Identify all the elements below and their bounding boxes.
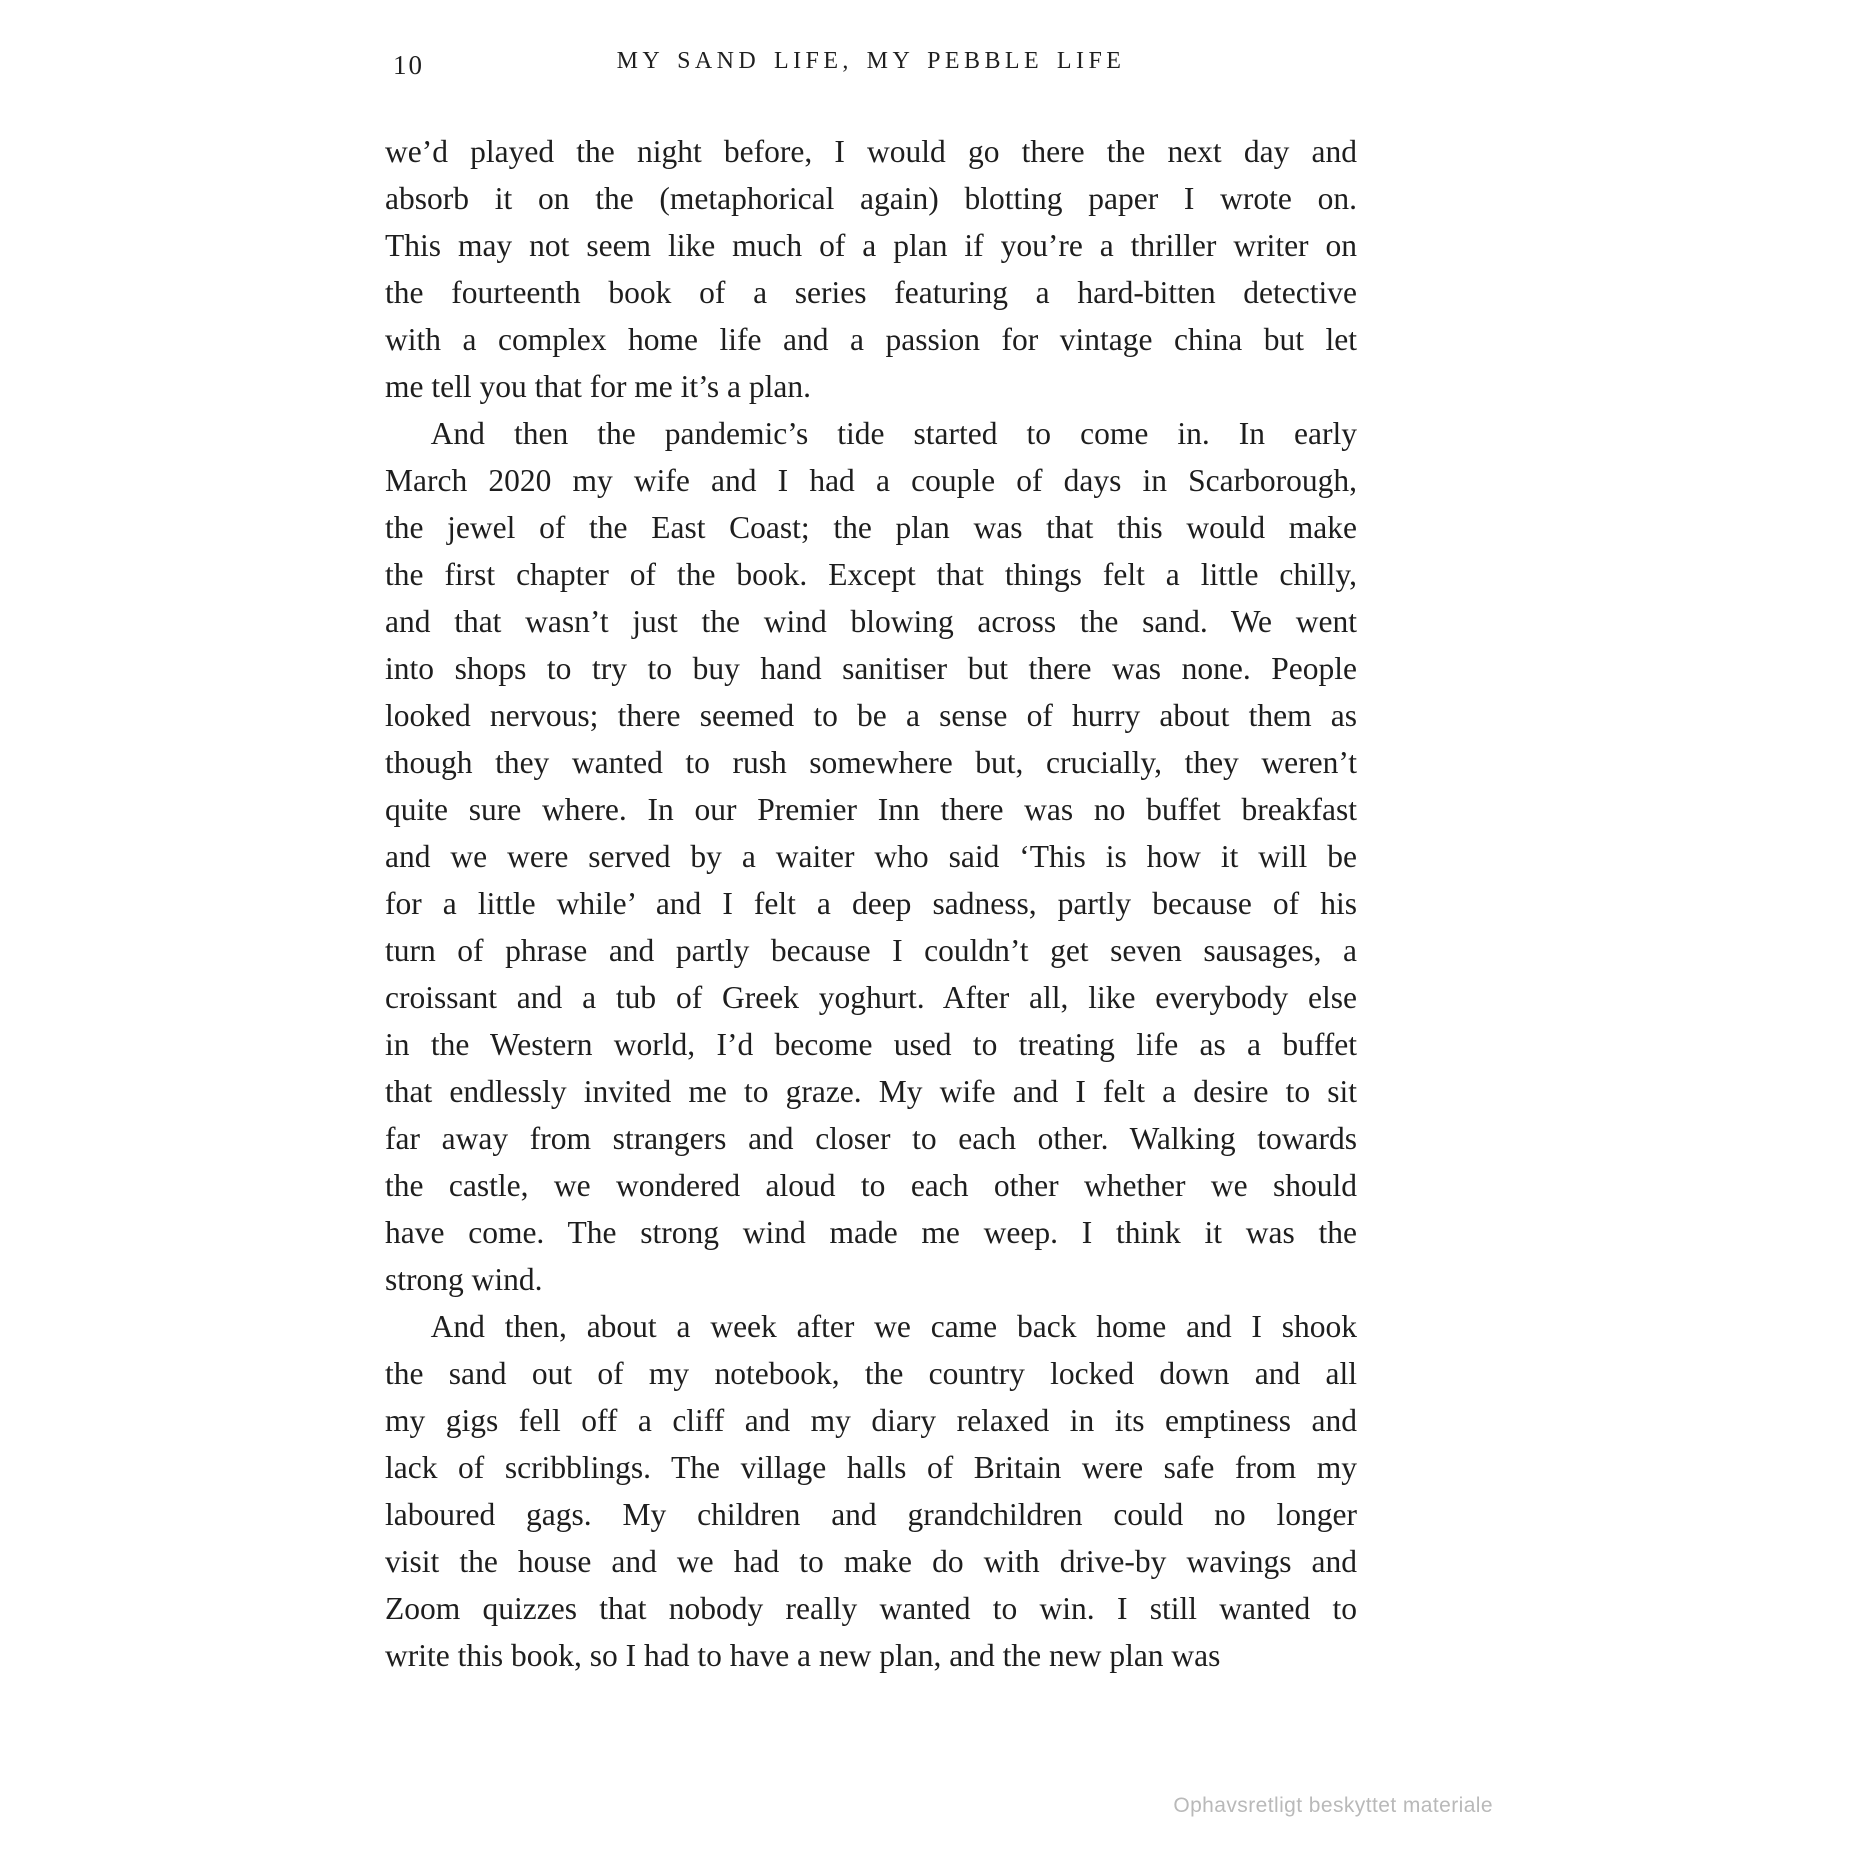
body-text: [385, 128, 1357, 1679]
text-line: And then, about a week after we came back home and I shook: [430, 1309, 1357, 1344]
text-line: write this book, so I had to have a new plan, and the new plan was: [385, 1638, 1221, 1673]
text-line: And then the pandemic’s tide started to come in. In early: [430, 416, 1357, 451]
text-line: with a complex home life and a passion for vintage china but let: [385, 322, 1357, 357]
text-line: we’d played the night before, I would go there the next day and: [385, 134, 1357, 169]
text-line: into shops to try to buy hand sanitiser but there was none. People: [385, 651, 1357, 686]
text-line: strong wind.: [385, 1262, 543, 1297]
text-line: turn of phrase and partly because I couldn’t get seven sausages, a: [385, 933, 1357, 968]
text-line: absorb it on the (metaphorical again) blotting paper I wrote on.: [385, 181, 1357, 216]
text-line: the first chapter of the book. Except that things felt a little chilly,: [385, 557, 1357, 592]
text-line: lack of scribblings. The village halls of Britain were safe from my: [385, 1450, 1357, 1485]
text-line: the sand out of my notebook, the country locked down and all: [385, 1356, 1357, 1391]
text-line: This may not seem like much of a plan if you’re a thriller writer on: [385, 228, 1357, 263]
text-line: that endlessly invited me to graze. My wife and I felt a desire to sit: [385, 1074, 1357, 1109]
text-line: the castle, we wondered aloud to each other whether we should: [385, 1168, 1357, 1203]
text-line: though they wanted to rush somewhere but, crucially, they weren’t: [385, 745, 1357, 780]
text-line: and that wasn’t just the wind blowing across the sand. We went: [385, 604, 1357, 639]
text-line: Zoom quizzes that nobody really wanted to win. I still wanted to: [385, 1591, 1357, 1626]
text-line: have come. The strong wind made me weep. I think it was the: [385, 1215, 1357, 1250]
text-line: visit the house and we had to make do with drive-by wavings and: [385, 1544, 1357, 1579]
text-line: looked nervous; there seemed to be a sense of hurry about them as: [385, 698, 1357, 733]
text-line: me tell you that for me it’s a plan.: [385, 369, 812, 404]
page-number: 10: [393, 50, 424, 80]
text-line: laboured gags. My children and grandchildren could no longer: [385, 1497, 1357, 1532]
text-line: for a little while’ and I felt a deep sadness, partly because of his: [385, 886, 1357, 921]
paragraph: [385, 1303, 1357, 1679]
text-line: croissant and a tub of Greek yoghurt. After all, like everybody else: [385, 980, 1357, 1015]
paragraph: [385, 410, 1357, 1303]
text-line: the fourteenth book of a series featuring a hard-bitten detective: [385, 275, 1357, 310]
running-head: [385, 48, 1357, 88]
paragraph: [385, 128, 1357, 410]
text-line: the jewel of the East Coast; the plan was that this would make: [385, 510, 1357, 545]
text-line: my gigs fell off a cliff and my diary relaxed in its emptiness and: [385, 1403, 1357, 1438]
running-title: MY SAND LIFE, MY PEBBLE LIFE: [616, 48, 1126, 74]
text-line: March 2020 my wife and I had a couple of days in Scarborough,: [385, 463, 1357, 498]
text-line: quite sure where. In our Premier Inn there was no buffet breakfast: [385, 792, 1357, 827]
copyright-notice: Ophavsretligt beskyttet materiale: [1173, 1794, 1493, 1817]
text-line: far away from strangers and closer to each other. Walking towards: [385, 1121, 1357, 1156]
text-line: in the Western world, I’d become used to treating life as a buffet: [385, 1027, 1357, 1062]
text-line: and we were served by a waiter who said ‘This is how it will be: [385, 839, 1357, 874]
